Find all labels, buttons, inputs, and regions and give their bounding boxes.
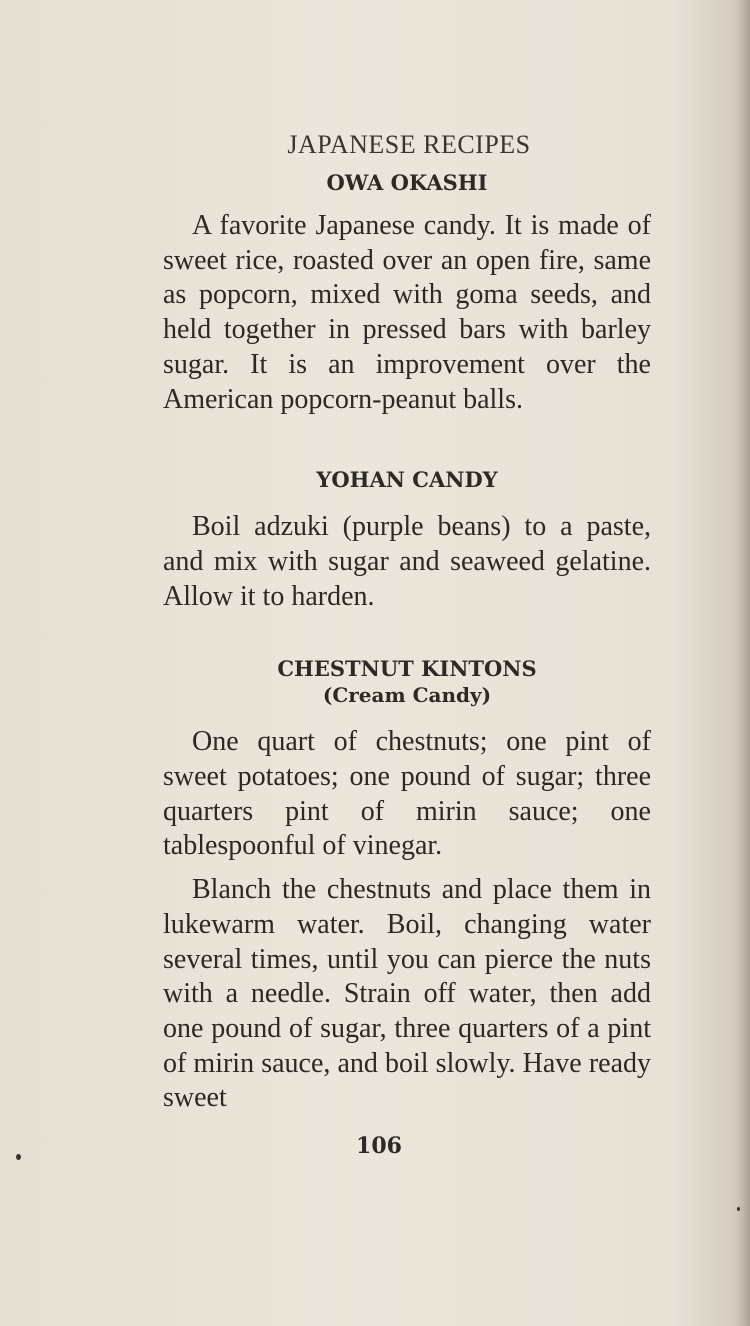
section-title-owa-okashi: OWA OKASHI: [326, 170, 488, 195]
page-edge-shadow: [736, 0, 750, 1326]
running-head: JAPANESE RECIPES: [287, 130, 531, 159]
paragraph-chestnut-ingredients: One quart of chestnuts; one pint of sweet potatoes; one pound of sugar; three quarters pint of mirin sauce; one tablespoonful of vinegar.: [163, 726, 651, 862]
section-title-chestnut-kintons: CHESTNUT KINTONS: [277, 656, 537, 682]
section-title-yohan-candy: YOHAN CANDY: [316, 467, 498, 493]
paragraph-yohan-candy: Boil adzuki (purple beans) to a paste, and mix with sugar and seaweed gelatine. Allow it to harden.: [163, 511, 651, 612]
paper-speck: [16, 1154, 21, 1160]
section-subtitle-cream-candy: (Cream Candy): [322, 683, 492, 708]
paragraph-owa-okashi: A favorite Japanese candy. It is made of sweet rice, roasted over an open fire, same as popcorn, mixed with goma seeds, and held together in pressed bars with barley sugar. It is an improvement over the American popcorn-peanut balls.: [163, 210, 651, 415]
page-number: 106: [356, 1133, 402, 1159]
paragraph-chestnut-method: Blanch the chestnuts and place them in lukewarm water. Boil, changing water several times, until you can pierce the nuts with a needle. Strain off water, then add one pound of sugar, three quarters of a pint of mirin sauce, and boil slowly. Have ready sweet: [163, 874, 651, 1114]
paper-speck: [737, 1207, 740, 1211]
page-content: [163, 130, 651, 1116]
